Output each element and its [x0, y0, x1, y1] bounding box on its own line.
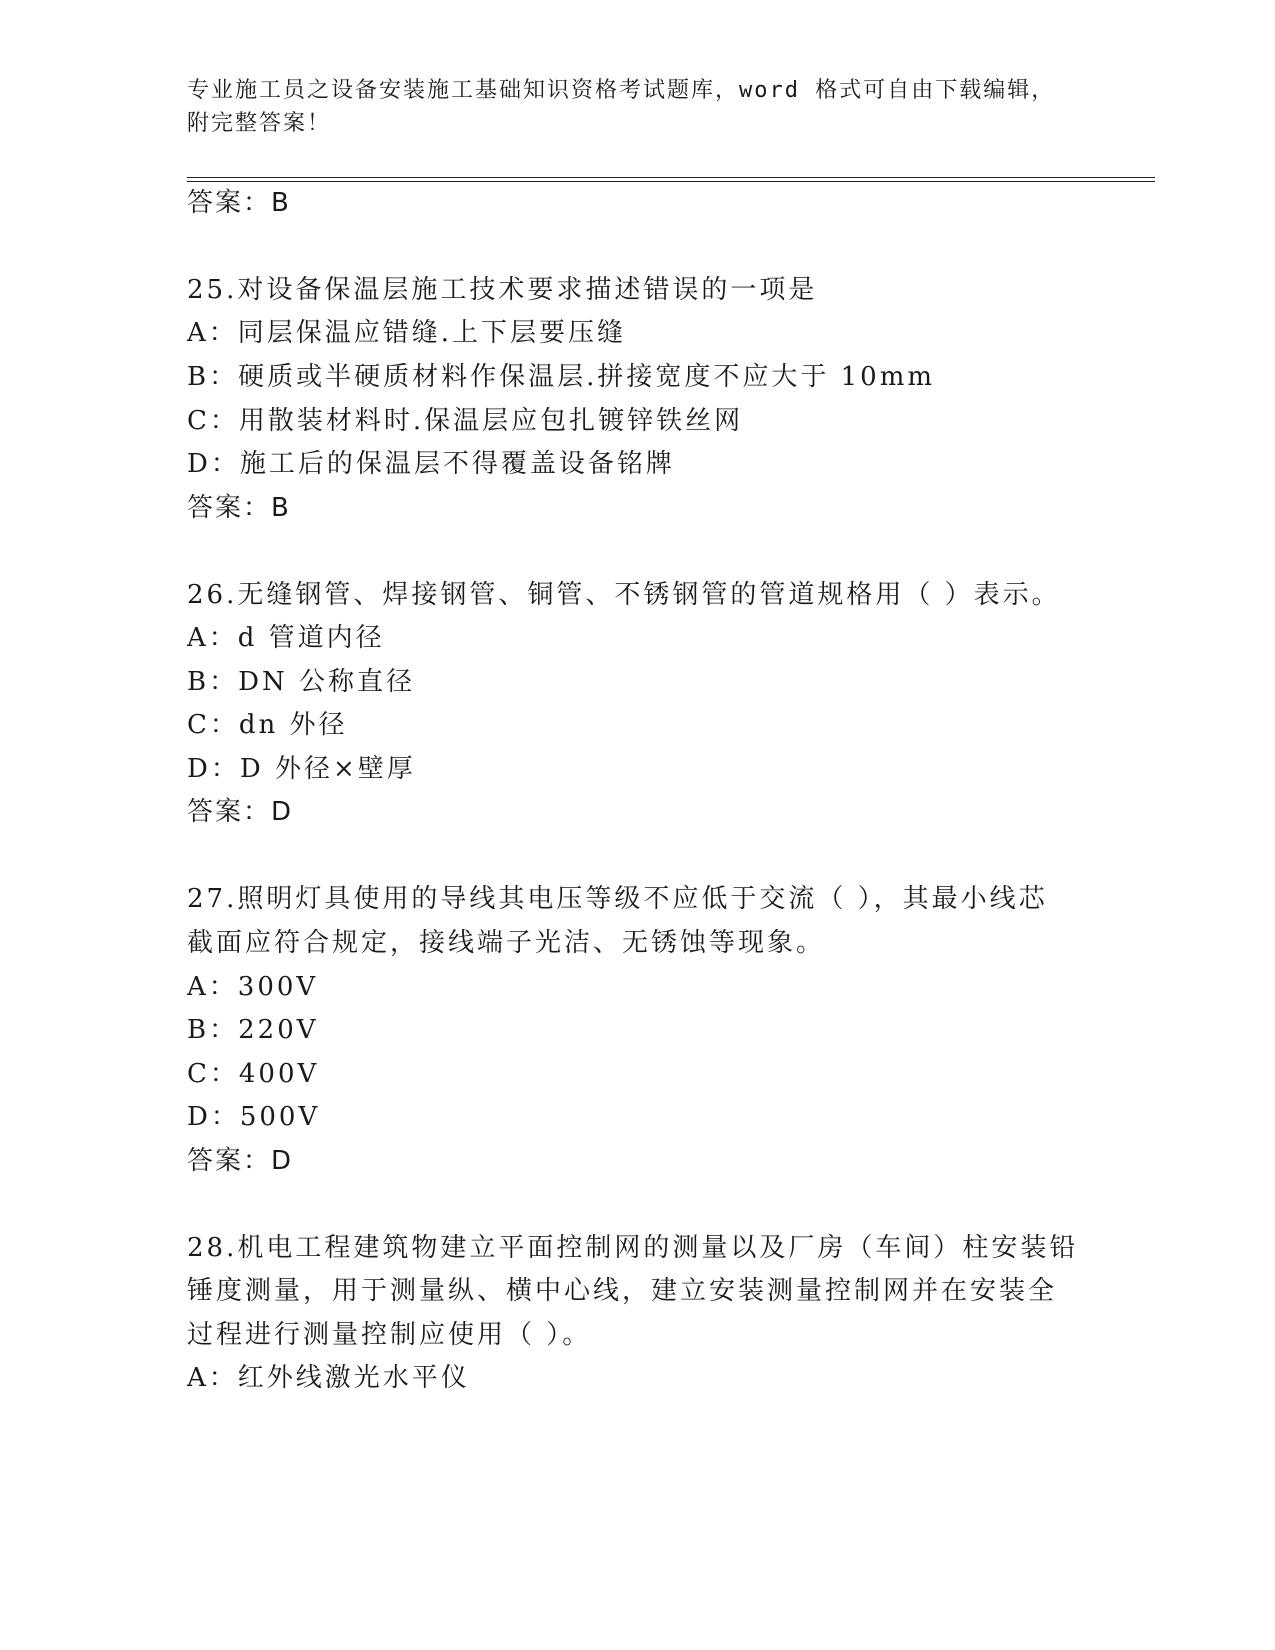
- q25-answer: 答案：B: [187, 493, 291, 523]
- q27-option-b: B：220V: [187, 1015, 319, 1045]
- q28-question-line-2: 锤度测量，用于测量纵、横中心线，建立安装测量控制网并在安装全: [187, 1276, 1058, 1306]
- q25-question: 25.对设备保温层施工技术要求描述错误的一项是: [187, 275, 818, 305]
- q25-option-b: B：硬质或半硬质材料作保温层.拼接宽度不应大于 10mm: [187, 362, 936, 392]
- header-line-1: 专业施工员之设备安装施工基础知识资格考试题库，word 格式可自由下载编辑，: [187, 78, 1056, 103]
- q28-option-a: A：红外线激光水平仪: [187, 1363, 470, 1393]
- q27-option-a: A：300V: [187, 972, 319, 1002]
- q26-option-d: D：D 外径×壁厚: [187, 754, 416, 784]
- q27-question-line-2: 截面应符合规定，接线端子光洁、无锈蚀等现象。: [187, 928, 826, 958]
- q26-option-c: C：dn 外径: [187, 710, 348, 740]
- q28-question-line-1: 28.机电工程建筑物建立平面控制网的测量以及厂房（车间）柱安装铅: [187, 1233, 1079, 1263]
- q26-answer: 答案：D: [187, 797, 294, 827]
- document-header: [187, 74, 1067, 140]
- q24-answer: 答案：B: [187, 188, 291, 218]
- q25-option-c: C：用散装材料时.保温层应包扎镀锌铁丝网: [187, 406, 744, 436]
- q26-question: 26.无缝钢管、焊接钢管、铜管、不锈钢管的管道规格用（ ）表示。: [187, 580, 1061, 610]
- q27-answer: 答案：D: [187, 1146, 294, 1176]
- header-line-2: 附完整答案！: [187, 111, 332, 136]
- q26-option-b: B：DN 公称直径: [187, 667, 415, 697]
- header-double-rule: [187, 177, 1155, 182]
- q25-option-d: D：施工后的保温层不得覆盖设备铭牌: [187, 449, 675, 479]
- q26-option-a: A：d 管道内径: [187, 623, 385, 653]
- q28-question-line-3: 过程进行测量控制应使用（ ）。: [187, 1320, 592, 1350]
- q25-option-a: A：同层保温应错缝.上下层要压缝: [187, 318, 627, 348]
- q27-option-c: C：400V: [187, 1059, 320, 1089]
- q27-question-line-1: 27.照明灯具使用的导线其电压等级不应低于交流（ ），其最小线芯: [187, 884, 1048, 914]
- q27-option-d: D：500V: [187, 1102, 321, 1132]
